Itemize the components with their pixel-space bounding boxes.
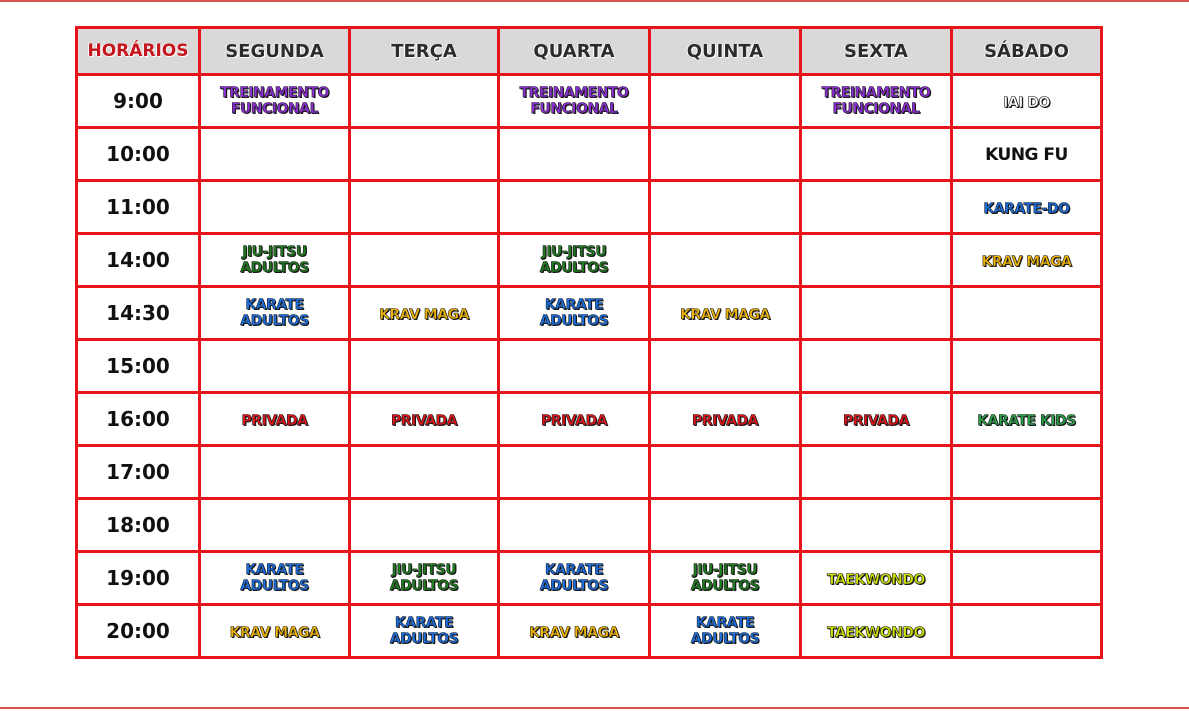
class-cell (650, 605, 801, 658)
class-name-line: ADULTOS (539, 578, 609, 594)
class-cell (952, 181, 1102, 234)
class-name-line: ADULTOS (389, 578, 459, 594)
class-cell (350, 552, 499, 605)
class-cell (350, 287, 499, 340)
class-cell (200, 75, 350, 128)
class-name (822, 85, 931, 117)
class-cell (801, 552, 952, 605)
class-name (843, 413, 909, 429)
class-name-line: TREINAMENTO (821, 85, 931, 101)
class-name-line: KARATE (544, 297, 604, 313)
class-name-line: ADULTOS (240, 313, 309, 329)
empty-cell (801, 499, 952, 552)
class-name (977, 413, 1075, 429)
empty-cell (499, 340, 650, 393)
empty-cell (499, 181, 650, 234)
schedule-row (77, 181, 1102, 234)
empty-cell (200, 446, 350, 499)
class-name (983, 201, 1069, 217)
class-name-line: KARATE (245, 297, 304, 313)
schedule-row (77, 605, 1102, 658)
class-name (390, 615, 458, 647)
empty-cell (801, 287, 952, 340)
class-name-line: KARATE (394, 615, 454, 631)
header-day-quarta: QUARTA (499, 28, 650, 75)
class-name-line: KRAV MAGA (229, 624, 320, 641)
empty-cell (499, 446, 650, 499)
bottom-divider (0, 707, 1189, 709)
empty-cell (801, 128, 952, 181)
class-name-line: JIU-JITSU (391, 562, 457, 578)
class-name (540, 244, 608, 276)
schedule-body (77, 75, 1102, 658)
empty-cell (952, 605, 1102, 658)
class-name-line: ADULTOS (539, 260, 609, 276)
class-cell (499, 287, 650, 340)
empty-cell (499, 128, 650, 181)
schedule-row (77, 552, 1102, 605)
class-name-line: TAEKWONDO (827, 571, 925, 588)
class-name (379, 307, 469, 323)
class-name (230, 625, 320, 641)
time-slot-label: 14:00 (77, 234, 200, 287)
class-name-line: ADULTOS (690, 631, 760, 647)
class-cell (200, 234, 350, 287)
empty-cell (801, 446, 952, 499)
class-name (240, 562, 308, 594)
class-cell (650, 287, 801, 340)
empty-cell (350, 75, 499, 128)
class-cell (499, 393, 650, 446)
empty-cell (952, 552, 1102, 605)
class-name-line: FUNCIONAL (530, 101, 618, 117)
class-name-line: ADULTOS (240, 260, 309, 276)
class-name-line: FUNCIONAL (832, 101, 920, 117)
class-name (692, 413, 758, 429)
time-slot-label: 15:00 (77, 340, 200, 393)
schedule-row (77, 287, 1102, 340)
class-name-line: FUNCIONAL (230, 101, 318, 117)
class-name-line: ADULTOS (389, 631, 459, 647)
class-name (985, 144, 1068, 165)
time-slot-label: 9:00 (77, 75, 200, 128)
schedule-row (77, 128, 1102, 181)
class-cell (350, 605, 499, 658)
class-name-line: KARATE (245, 562, 304, 578)
empty-cell (952, 446, 1102, 499)
empty-cell (801, 234, 952, 287)
empty-cell (801, 181, 952, 234)
schedule-row (77, 499, 1102, 552)
class-name-line: KRAV MAGA (680, 306, 770, 323)
class-name-line: KARATE (695, 615, 755, 631)
empty-cell (650, 340, 801, 393)
class-name-line: PRIVADA (843, 412, 909, 429)
class-name (691, 562, 759, 594)
header-horarios: HORÁRIOS (77, 28, 200, 75)
class-name-line: KRAV MAGA (379, 306, 469, 323)
class-cell (650, 552, 801, 605)
schedule-row (77, 446, 1102, 499)
time-slot-label: 20:00 (77, 605, 200, 658)
empty-cell (350, 340, 499, 393)
empty-cell (350, 234, 499, 287)
header-day-segunda: SEGUNDA (200, 28, 350, 75)
class-name-line: KUNG FU (985, 144, 1068, 165)
class-name-line: PRIVADA (541, 412, 607, 429)
empty-cell (200, 181, 350, 234)
time-slot-label: 17:00 (77, 446, 200, 499)
class-cell (200, 605, 350, 658)
schedule-row (77, 234, 1102, 287)
schedule-header-row (77, 28, 1102, 75)
class-name-line: JIU-JITSU (242, 244, 307, 260)
empty-cell (650, 181, 801, 234)
class-name (691, 615, 759, 647)
empty-cell (650, 446, 801, 499)
empty-cell (499, 499, 650, 552)
empty-cell (650, 499, 801, 552)
class-cell (801, 393, 952, 446)
class-name (540, 297, 608, 329)
empty-cell (952, 340, 1102, 393)
class-cell (350, 393, 499, 446)
class-cell (952, 393, 1102, 446)
class-name-line: JIU-JITSU (692, 562, 758, 578)
class-cell (801, 75, 952, 128)
empty-cell (650, 128, 801, 181)
class-cell (952, 128, 1102, 181)
time-slot-label: 14:30 (77, 287, 200, 340)
class-cell (499, 605, 650, 658)
header-day-quinta: QUINTA (650, 28, 801, 75)
class-name-line: TREINAMENTO (220, 85, 329, 101)
header-day-sabado: SÁBADO (952, 28, 1102, 75)
class-cell (952, 75, 1102, 128)
class-name (540, 562, 608, 594)
class-schedule-table (75, 26, 1103, 659)
top-divider (0, 0, 1189, 2)
class-name-line: TREINAMENTO (519, 85, 629, 101)
class-name-line: IAI DO (1003, 94, 1050, 111)
class-cell (200, 287, 350, 340)
empty-cell (350, 446, 499, 499)
class-name-line: KARATE KIDS (977, 412, 1076, 429)
class-name (1003, 95, 1050, 111)
header-day-terca: TERÇA (350, 28, 499, 75)
time-slot-label: 11:00 (77, 181, 200, 234)
class-name-line: PRIVADA (241, 412, 308, 429)
schedule-row (77, 75, 1102, 128)
class-name-line: ADULTOS (690, 578, 760, 594)
empty-cell (350, 499, 499, 552)
class-name (220, 85, 329, 117)
class-name (982, 254, 1072, 270)
class-name-line: ADULTOS (539, 313, 609, 329)
class-name-line: JIU-JITSU (541, 244, 607, 260)
class-name-line: KRAV MAGA (529, 624, 619, 641)
schedule-row (77, 340, 1102, 393)
class-cell (650, 393, 801, 446)
time-slot-label: 18:00 (77, 499, 200, 552)
class-name (520, 85, 629, 117)
empty-cell (200, 128, 350, 181)
class-name-line: PRIVADA (391, 412, 457, 429)
time-slot-label: 10:00 (77, 128, 200, 181)
empty-cell (952, 499, 1102, 552)
class-name (240, 244, 308, 276)
class-name-line: KARATE (544, 562, 604, 578)
time-slot-label: 16:00 (77, 393, 200, 446)
class-name (391, 413, 457, 429)
class-cell (200, 393, 350, 446)
empty-cell (650, 75, 801, 128)
empty-cell (350, 181, 499, 234)
empty-cell (200, 499, 350, 552)
empty-cell (350, 128, 499, 181)
schedule-row (77, 393, 1102, 446)
class-name (529, 625, 619, 641)
class-name (242, 413, 308, 429)
empty-cell (650, 234, 801, 287)
class-name (827, 625, 925, 641)
empty-cell (801, 340, 952, 393)
empty-cell (200, 340, 350, 393)
class-name-line: ADULTOS (240, 578, 309, 594)
header-day-sexta: SEXTA (801, 28, 952, 75)
class-name-line: KRAV MAGA (981, 253, 1072, 270)
class-name-line: KARATE-DO (983, 200, 1070, 217)
class-name (390, 562, 458, 594)
class-name (827, 572, 925, 588)
class-name (541, 413, 607, 429)
class-cell (499, 234, 650, 287)
time-slot-label: 19:00 (77, 552, 200, 605)
class-name (680, 307, 770, 323)
class-name-line: TAEKWONDO (827, 624, 925, 641)
class-cell (200, 552, 350, 605)
class-name-line: PRIVADA (692, 412, 758, 429)
class-cell (499, 75, 650, 128)
class-cell (801, 605, 952, 658)
class-name (240, 297, 308, 329)
empty-cell (952, 287, 1102, 340)
class-cell (952, 234, 1102, 287)
class-cell (499, 552, 650, 605)
